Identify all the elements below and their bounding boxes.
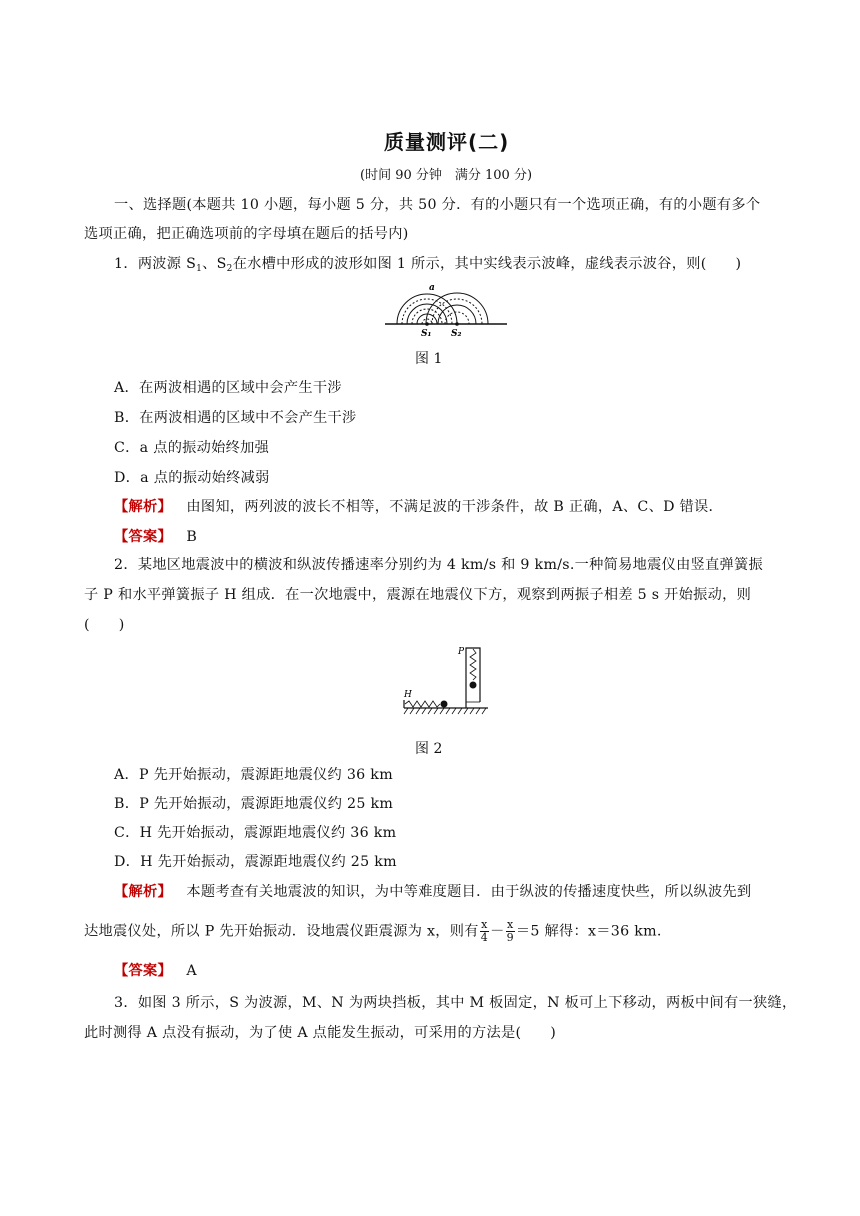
q2-answer-tag: 【答案】	[114, 963, 172, 979]
q1-option-b: B．在两波相遇的区域中不会产生干涉	[114, 410, 357, 426]
q1-answer: 【答案】 B	[114, 529, 198, 545]
q1-option-c: C．a 点的振动始终加强	[114, 440, 270, 456]
figure-2-seismometer	[400, 644, 496, 722]
fraction-x-over-9: $\frac{x}{9}$	[506, 918, 514, 944]
q1-analysis: 【解析】 由图知，两列波的波长不相等，不满足波的干涉条件，故 B 正确，A、C、D 错误．	[114, 499, 724, 515]
q2-stem-line2: 子 P 和水平弹簧振子 H 组成．在一次地震中，震源在地震仪下方，观察到两振子相差 5 s 开始振动，则	[84, 587, 752, 603]
q2-analysis-tag: 【解析】	[114, 884, 172, 900]
page-title: 质量测评(二)	[384, 130, 510, 154]
figure-2-caption: 图 2	[415, 741, 443, 757]
q2-stem-line3: ( )	[84, 617, 125, 633]
q3-stem-line1: 3．如图 3 所示，S 为波源，M、N 为两块挡板，其中 M 板固定，N 板可上下移动，两板中间有一狭缝，	[114, 995, 797, 1011]
section-heading-line2: 选项正确，把正确选项前的字母填在题后的括号内)	[84, 226, 409, 242]
q1-analysis-tag: 【解析】	[114, 499, 172, 515]
q2-analysis-line2: 达地震仪处，所以 P 先开始振动．设地震仪距震源为 x，则有 $\frac{x}{4}$ － $\frac{x}{9}$ ＝5 解得：x＝36 km.	[84, 918, 662, 944]
q2-option-a: A．P 先开始振动，震源距地震仪约 36 km	[114, 767, 393, 783]
figure-1-label-a: a	[429, 283, 435, 293]
figure-1-wave-interference	[385, 280, 525, 344]
exam-meta: (时间 90 分钟 满分 100 分)	[360, 168, 533, 183]
q2-option-b: B．P 先开始振动，震源距地震仪约 25 km	[114, 796, 394, 812]
figure-1-caption: 图 1	[415, 351, 443, 367]
section-heading-line1: 一、选择题(本题共 10 小题，每小题 5 分，共 50 分．有的小题只有一个选项正确，有的小题有多个	[114, 197, 761, 213]
q1-stem: 1．两波源 $S_1$、$S_2$在水槽中形成的波形如图 1 所示，其中实线表示波峰，虚线表示波谷，则( )	[114, 256, 742, 274]
q1-option-d: D．a 点的振动始终减弱	[114, 470, 270, 486]
figure-1-label-s2: S₂	[451, 329, 462, 339]
q1-answer-tag: 【答案】	[114, 529, 172, 545]
q2-analysis-line1: 【解析】 本题考查有关地震波的知识，为中等难度题目．由于纵波的传播速度快些，所以纵波先到	[114, 884, 752, 900]
q2-option-d: D．H 先开始振动，震源距地震仪约 25 km	[114, 854, 397, 870]
q3-stem-line2: 此时测得 A 点没有振动，为了使 A 点能发生振动，可采用的方法是( )	[84, 1025, 557, 1041]
q2-stem-line1: 2．某地区地震波中的横波和纵波传播速率分别约为 4 km/s 和 9 km/s.一种简易地震仪由竖直弹簧振	[114, 557, 764, 573]
figure-2-label-p: P	[458, 647, 465, 657]
q2-option-c: C．H 先开始振动，震源距地震仪约 36 km	[114, 825, 397, 841]
q1-option-a: A．在两波相遇的区域中会产生干涉	[114, 380, 342, 396]
q2-answer: 【答案】 A	[114, 963, 197, 979]
figure-2-label-h: H	[404, 690, 412, 700]
figure-1-label-s1: S₁	[421, 329, 432, 339]
fraction-x-over-4: $\frac{x}{4}$	[480, 918, 489, 944]
